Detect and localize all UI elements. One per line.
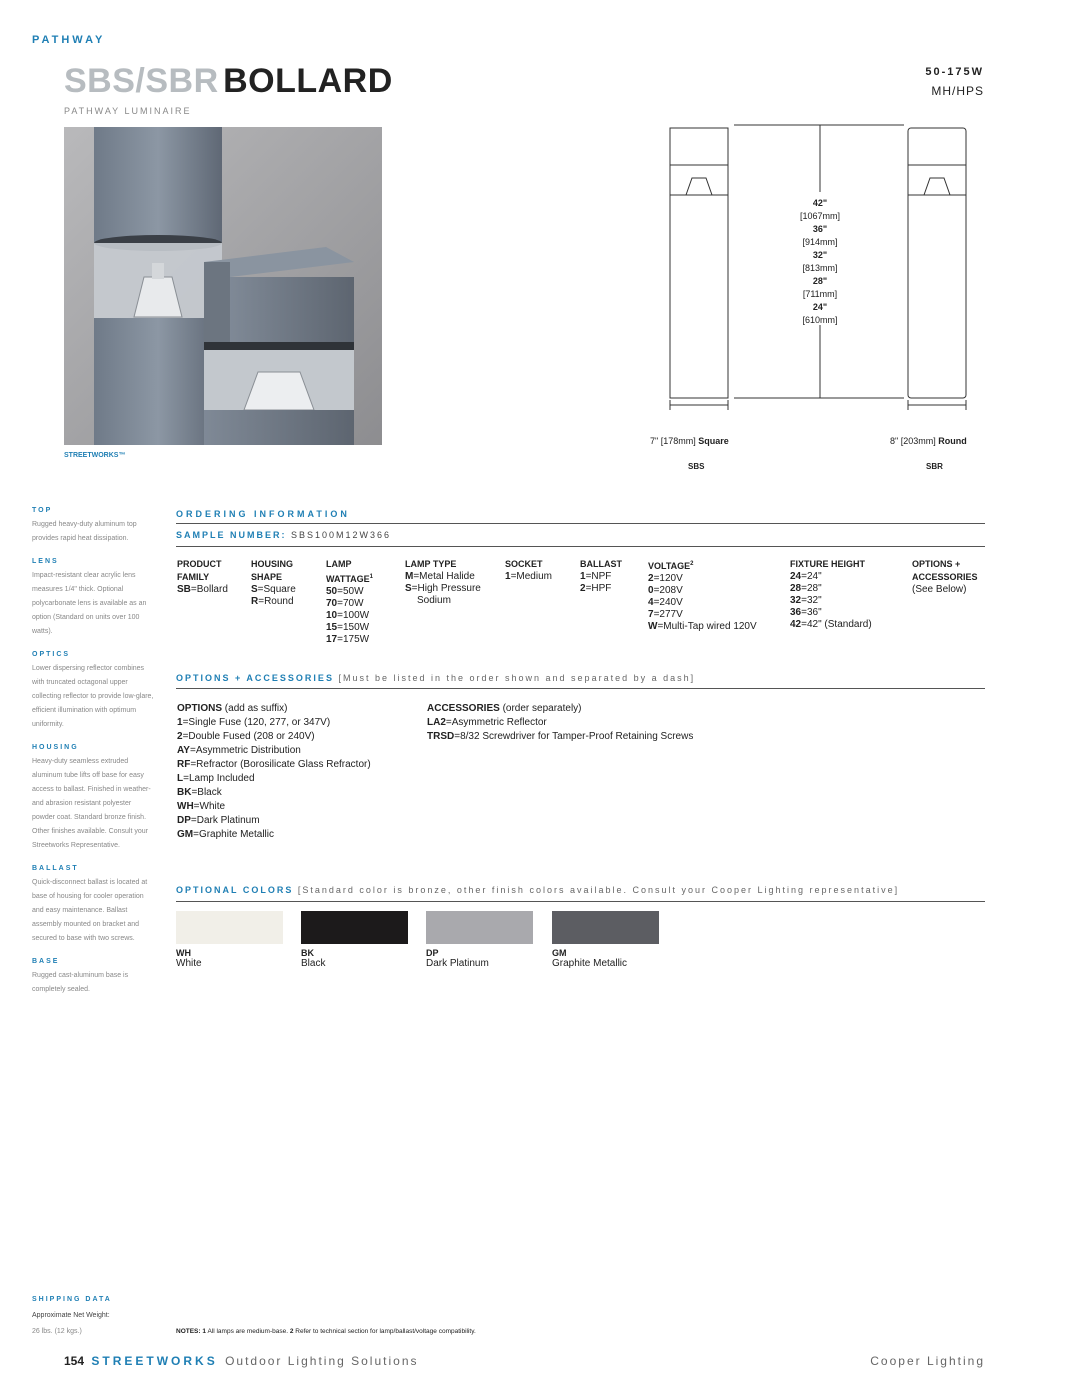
page-number: 154 — [64, 1354, 85, 1368]
brand-caption: STREETWORKS™ — [64, 452, 126, 459]
col-ballast-head: BALLAST — [580, 559, 622, 569]
col-product-value: SB=Bollard — [177, 584, 228, 595]
col-lamp-value: 70=70W — [326, 598, 364, 609]
options-accessories-note: [Must be listed in the order shown and separated by a dash] — [338, 673, 696, 683]
sidebar-optics-body: Lower dispersing reflector combines with truncated octagonal upper collecting reflector to provide low-glare, efficient illumination with optimum uniformity. — [32, 665, 154, 728]
sbr-label: SBR — [926, 462, 943, 471]
col-lamp-type-head: LAMP TYPE — [405, 559, 457, 569]
sidebar-ballast-body: Quick-disconnect ballast is located at base of housing for cooler operation and easy maintenance. Ballast assembly mounted on bracket and secured to base with two screws. — [32, 879, 148, 942]
sidebar-lens-body: Impact-resistant clear acrylic lens measures 1/4" thick. Optional polycarbonate lens is available as an option (Standard on units over 100 watts). — [32, 572, 147, 635]
feature-sidebar — [32, 507, 157, 997]
col-options-value: (See Below) — [912, 584, 967, 595]
col-housing-value: S=Square — [251, 584, 296, 595]
footer-left — [64, 1354, 419, 1368]
height-24-mm: [610mm] — [802, 315, 838, 325]
height-28-in: 28" — [812, 276, 828, 286]
col-lamp-value: 10=100W — [326, 610, 370, 621]
swatch-white — [176, 911, 283, 944]
col-lamp-type-value: Sodium — [417, 595, 451, 606]
height-list — [770, 197, 870, 327]
swatch-code: BK — [301, 948, 314, 958]
height-32-in: 32" — [812, 250, 828, 260]
swatch-graphite-metallic-label — [552, 948, 627, 969]
swatch-graphite-metallic — [552, 911, 659, 944]
sbs-outline — [670, 128, 728, 398]
optional-colors-heading — [176, 885, 899, 895]
option-item: 1=Single Fuse (120, 277, or 347V) — [177, 717, 331, 728]
accessories-title: ACCESSORIES (order separately) — [427, 703, 582, 714]
col-product — [177, 558, 228, 596]
sample-number — [176, 530, 391, 540]
sidebar-optics-head: OPTICS — [32, 651, 71, 658]
page-subtitle: PATHWAY LUMINAIRE — [64, 106, 192, 116]
col-fixture-height-value: 32=32" — [790, 595, 822, 606]
col-fixture-height-value: 24=24" — [790, 571, 822, 582]
height-36-in: 36" — [812, 224, 828, 234]
lamp-types: MH/HPS — [931, 84, 984, 98]
shipping-value: 26 lbs. (12 kgs.) — [32, 1328, 82, 1335]
swatch-name: Black — [301, 958, 326, 969]
colors-rule — [176, 901, 985, 902]
swatch-name: White — [176, 958, 202, 969]
ordering-rule — [176, 523, 985, 524]
col-options-head2: ACCESSORIES — [912, 572, 978, 582]
sidebar-top-body: Rugged heavy-duty aluminum top provides rapid heat dissipation. — [32, 521, 137, 542]
sample-rule — [176, 546, 985, 547]
options-title: OPTIONS (add as suffix) — [177, 703, 288, 714]
footer-tagline: Outdoor Lighting Solutions — [225, 1354, 419, 1368]
optional-colors-note: [Standard color is bronze, other finish colors available. Consult your Cooper Lighting representative] — [297, 885, 900, 895]
sbr-outline — [908, 128, 966, 398]
sidebar-housing-head: HOUSING — [32, 744, 79, 751]
shipping-head: SHIPPING DATA — [32, 1296, 112, 1303]
title-product: BOLLARD — [223, 62, 393, 100]
sbs-width — [650, 436, 729, 446]
col-lamp-type-value: S=High Pressure — [405, 583, 481, 594]
col-voltage-value: 2=120V — [648, 573, 683, 584]
height-42-in: 42" — [812, 198, 828, 208]
notes: NOTES: 1 All lamps are medium-base. 2 Refer to technical section for lamp/ballast/voltage compatibility. — [176, 1328, 476, 1335]
height-36-mm: [914mm] — [802, 237, 838, 247]
col-voltage-value: W=Multi-Tap wired 120V — [648, 621, 757, 632]
swatch-dark-platinum — [426, 911, 533, 944]
col-voltage-value: 4=240V — [648, 597, 683, 608]
swatch-black-label — [301, 948, 325, 969]
sidebar-top-head: TOP — [32, 507, 53, 514]
col-fixture-height-value: 42=42" (Standard) — [790, 619, 872, 630]
option-item: GM=Graphite Metallic — [177, 829, 274, 840]
accessory-item: LA2=Asymmetric Reflector — [427, 717, 547, 728]
footer-company: Cooper Lighting — [870, 1354, 985, 1368]
option-item: WH=White — [177, 801, 226, 812]
col-lamp-head2: WATTAGE$^1$ — [326, 574, 374, 584]
col-options-head1: OPTIONS + — [912, 559, 961, 569]
col-lamp-value: 15=150W — [326, 622, 370, 633]
swatch-code: DP — [426, 948, 439, 958]
col-lamp-value: 17=175W — [326, 634, 370, 645]
sidebar-housing-body: Heavy-duty seamless extruded aluminum tube lifts off base for easy access to ballast. Finished in weather- and abrasion resistant polyester powder coat. Standard bronze finish. Other finishes available. Consult your Streetworks Representative. — [32, 758, 151, 849]
options-accessories-head: OPTIONS + ACCESSORIES — [176, 673, 334, 683]
col-fixture-height-value: 28=28" — [790, 583, 822, 594]
sidebar-ballast-head: BALLAST — [32, 865, 79, 872]
option-item: DP=Dark Platinum — [177, 815, 260, 826]
col-voltage-head: VOLTAGE$^2$ — [648, 561, 694, 571]
sbs-shape: Square — [698, 436, 729, 446]
col-housing-head2: SHAPE — [251, 572, 283, 582]
option-item: RF=Refractor (Borosilicate Glass Refractor) — [177, 759, 371, 770]
col-voltage-value: 0=208V — [648, 585, 683, 596]
sample-number-value: SBS100M12W366 — [291, 530, 392, 540]
col-lamp-value: 50=50W — [326, 586, 364, 597]
swatch-dark-platinum-label — [426, 948, 489, 969]
sidebar-lens-head: LENS — [32, 558, 59, 565]
col-lamp-type-value: M=Metal Halide — [405, 571, 475, 582]
col-lamp-wattage — [326, 558, 373, 646]
sample-number-label: SAMPLE NUMBER: — [176, 530, 287, 540]
col-fixture-height — [790, 558, 872, 631]
footer-brand: STREETWORKS — [91, 1354, 218, 1368]
sbr-shape: Round — [938, 436, 967, 446]
sbr-width-value: 8" [203mm] — [890, 436, 936, 446]
wattage-range: 50-175W — [925, 66, 984, 78]
options-accessories-heading — [176, 673, 695, 683]
col-socket-head: SOCKET — [505, 559, 543, 569]
options-list — [177, 702, 371, 842]
sbr-width — [890, 436, 967, 446]
col-voltage-value: 7=277V — [648, 609, 683, 620]
swatch-name: Graphite Metallic — [552, 958, 628, 969]
swatch-code: WH — [176, 948, 191, 958]
swatch-white-label — [176, 948, 202, 969]
col-fixture-height-value: 36=36" — [790, 607, 822, 618]
section-label: PATHWAY — [32, 34, 106, 46]
sidebar-base-body: Rugged cast-aluminum base is completely sealed. — [32, 972, 129, 993]
sbs-label: SBS — [688, 462, 705, 471]
ordering-head: ORDERING INFORMATION — [176, 509, 350, 519]
page-title — [64, 62, 393, 101]
sidebar-base-head: BASE — [32, 958, 60, 965]
col-lamp-type — [405, 558, 481, 607]
swatch-code: GM — [552, 948, 567, 958]
sbs-width-value: 7" [178mm] — [650, 436, 696, 446]
col-housing-value: R=Round — [251, 596, 294, 607]
col-housing — [251, 558, 296, 608]
col-ballast — [580, 558, 622, 595]
col-socket-value: 1=Medium — [505, 571, 552, 582]
shipping-label: Approximate Net Weight: — [32, 1312, 110, 1319]
product-photo — [64, 127, 382, 445]
height-28-mm: [711mm] — [802, 289, 838, 299]
height-32-mm: [813mm] — [802, 263, 838, 273]
height-24-in: 24" — [812, 302, 828, 312]
title-model: SBS/SBR — [64, 62, 219, 100]
option-item: AY=Asymmetric Distribution — [177, 745, 301, 756]
height-42-mm: [1067mm] — [799, 211, 841, 221]
col-voltage — [648, 558, 757, 633]
swatch-black — [301, 911, 408, 944]
col-lamp-head1: LAMP — [326, 559, 352, 569]
col-fixture-height-head: FIXTURE HEIGHT — [790, 559, 866, 569]
col-product-head1: PRODUCT — [177, 559, 222, 569]
col-options — [912, 558, 978, 596]
bollard-photo-illustration — [64, 127, 382, 445]
col-socket — [505, 558, 552, 583]
option-item: L=Lamp Included — [177, 773, 255, 784]
col-ballast-value: 1=NPF — [580, 571, 612, 582]
accessory-item: TRSD=8/32 Screwdriver for Tamper-Proof Retaining Screws — [427, 731, 694, 742]
accessories-list — [427, 702, 693, 744]
option-item: 2=Double Fused (208 or 240V) — [177, 731, 315, 742]
col-ballast-value: 2=HPF — [580, 583, 612, 594]
swatch-name: Dark Platinum — [426, 958, 489, 969]
option-item: BK=Black — [177, 787, 222, 798]
optional-colors-head: OPTIONAL COLORS — [176, 885, 294, 895]
col-housing-head1: HOUSING — [251, 559, 294, 569]
col-product-head2: FAMILY — [177, 572, 210, 582]
options-rule — [176, 688, 985, 689]
